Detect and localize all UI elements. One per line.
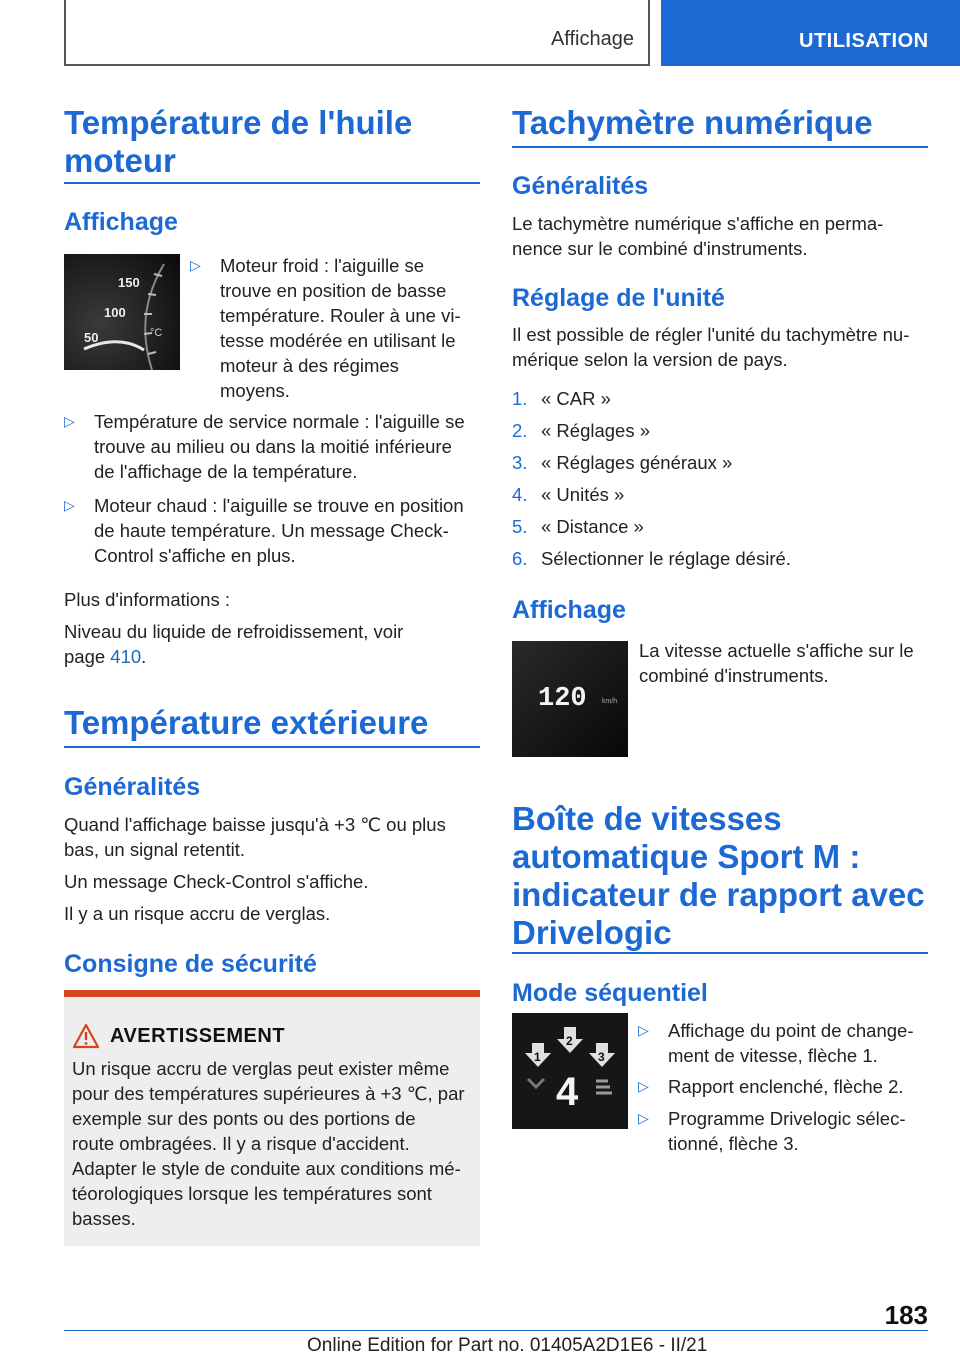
triangle-bullet-icon: ▷ — [64, 497, 75, 513]
heading-rule — [512, 146, 928, 148]
bullet-line: température. Rouler à une vi- — [220, 305, 461, 326]
warning-line: pour des températures supérieures à +3 ℃, par — [72, 1083, 465, 1104]
step-number: 3. — [512, 452, 528, 473]
bullet-line: Control s'affiche en plus. — [94, 545, 296, 566]
heading-rule — [512, 952, 928, 954]
warning-line: téorologiques lorsque les températures sont — [72, 1183, 432, 1204]
heading-oil-line2: moteur — [64, 142, 176, 179]
outside-temp-text — [64, 812, 446, 862]
triangle-bullet-icon: ▷ — [638, 1078, 649, 1094]
step-text: « Réglages » — [541, 420, 651, 441]
gauge-unit-label: °C — [150, 327, 163, 339]
gauge-label-100: 100 — [104, 305, 126, 320]
bullet-line: Rapport enclenché, flèche 2. — [668, 1076, 904, 1097]
step-text: « Distance » — [541, 516, 644, 537]
step-number: 5. — [512, 516, 528, 537]
warning-line: Un risque accru de verglas peut exister même — [72, 1058, 450, 1079]
step-number: 2. — [512, 420, 528, 441]
bullet-line: ment de vitesse, flèche 1. — [668, 1045, 878, 1066]
heading-sport-transmission — [512, 800, 925, 952]
warning-line: exemple sur des ponts ou des portions de — [72, 1108, 416, 1129]
reference-page-prefix: page — [64, 646, 111, 667]
ice-risk-text: Il y a un risque accru de verglas. — [64, 903, 331, 924]
page-number: 183 — [884, 1300, 928, 1330]
bullet-line: de haute température. Un message Check- — [94, 520, 449, 541]
step-text: « Réglages généraux » — [541, 452, 733, 473]
bullet-line: tesse modérée en utilisant le — [220, 330, 456, 351]
triangle-bullet-icon: ▷ — [638, 1110, 649, 1126]
footer-rule — [64, 1330, 928, 1331]
speed-value: 120 — [538, 684, 587, 714]
unit-setting-text — [512, 322, 909, 372]
arrow-label-3: 3 — [598, 1050, 605, 1064]
bullet-line: moyens. — [220, 380, 290, 401]
bullet-line: trouve au milieu ou dans la moitié inférieure — [94, 436, 452, 457]
warning-line: Adapter le style de conduite aux conditions mé- — [72, 1158, 461, 1179]
bullet-line: de l'affichage de la température. — [94, 461, 358, 482]
header-chapter-tab: UTILISATION — [661, 0, 960, 66]
reference-suffix: . — [141, 646, 147, 667]
heading-outside-temperature: Température extérieure — [64, 704, 429, 741]
reference-text: Niveau du liquide de refroidissement, voir — [64, 621, 404, 642]
digital-speed-image — [512, 641, 628, 757]
heading-line: automatique Sport M : — [512, 838, 861, 875]
subheading-safety: Consigne de sécurité — [64, 950, 317, 978]
edition-line: Online Edition for Part no. 01405A2D1E6 - II/21 — [307, 1335, 708, 1356]
text-line: La vitesse actuelle s'affiche sur le — [639, 640, 914, 661]
heading-rule — [64, 182, 480, 184]
bullet-line: Moteur froid : l'aiguille se — [220, 255, 425, 276]
triangle-bullet-icon: ▷ — [638, 1022, 649, 1038]
display-description — [639, 638, 914, 688]
bullet-line: Moteur chaud : l'aiguille se trouve en position — [94, 495, 464, 516]
header-section-box — [64, 0, 650, 66]
warning-triangle-icon — [72, 1023, 100, 1049]
subheading-unit-setting: Réglage de l'unité — [512, 284, 725, 312]
step-text: Sélectionner le réglage désiré. — [541, 548, 791, 569]
warning-box — [64, 990, 480, 1246]
warning-line: route ombragées. Il y a risque d'accident. — [72, 1133, 410, 1154]
heading-line: Drivelogic — [512, 914, 672, 951]
bullet-line: tionné, flèche 3. — [668, 1133, 799, 1154]
heading-oil-line1: Température de l'huile — [64, 104, 413, 141]
step-text: « CAR » — [541, 388, 611, 409]
arrow-label-2: 2 — [566, 1034, 573, 1048]
bullet-line: Affichage du point de change- — [668, 1020, 914, 1041]
speedometer-general-text — [512, 211, 883, 261]
gauge-label-50: 50 — [84, 330, 99, 345]
warning-title: AVERTISSEMENT — [110, 1025, 286, 1047]
gauge-label-150: 150 — [118, 275, 140, 290]
text-line: Le tachymètre numérique s'affiche en perma- — [512, 213, 884, 234]
warning-line: basses. — [72, 1208, 136, 1229]
triangle-bullet-icon: ▷ — [190, 257, 201, 273]
text-line: combiné d'instruments. — [639, 665, 829, 686]
header-section-title: Affichage — [550, 28, 634, 50]
heading-oil-temperature — [64, 104, 412, 180]
speed-unit: km/h — [602, 698, 618, 705]
text-line: mérique selon la version de pays. — [512, 349, 788, 370]
check-control-text: Un message Check-Control s'affiche. — [64, 871, 369, 892]
warning-text — [72, 1056, 478, 1231]
arrow-label-1: 1 — [534, 1050, 541, 1064]
subheading-display-right: Affichage — [512, 596, 626, 624]
bullet-line: Programme Drivelogic sélec- — [668, 1108, 906, 1129]
text-line: bas, un signal retentit. — [64, 839, 245, 860]
heading-line: Boîte de vitesses — [512, 800, 782, 837]
text-line: nence sur le combiné d'instruments. — [512, 238, 808, 259]
heading-rule — [64, 746, 480, 748]
gear-indicator-image — [512, 1013, 628, 1129]
heading-digital-speedometer: Tachymètre numérique — [512, 104, 873, 141]
heading-line: indicateur de rapport avec — [512, 876, 925, 913]
subheading-general-right: Généralités — [512, 172, 649, 200]
reference-line — [64, 619, 403, 669]
gear-value: 4 — [556, 1070, 579, 1114]
step-number: 1. — [512, 388, 528, 409]
step-text: « Unités » — [541, 484, 625, 505]
step-number: 4. — [512, 484, 528, 505]
bullet-line: moteur à des régimes — [220, 355, 399, 376]
triangle-bullet-icon: ▷ — [64, 413, 75, 429]
oil-gauge-image — [64, 254, 180, 370]
bullet-line: trouve en position de basse — [220, 280, 447, 301]
subheading-oil-display: Affichage — [64, 208, 178, 236]
subheading-sequential-mode: Mode séquentiel — [512, 979, 708, 1007]
step-number: 6. — [512, 548, 528, 569]
text-line: Quand l'affichage baisse jusqu'à +3 ℃ ou plus — [64, 814, 446, 835]
subheading-general-left: Généralités — [64, 773, 201, 801]
reference-page-link[interactable]: 410 — [110, 646, 142, 667]
text-line: Il est possible de régler l'unité du tachymètre nu- — [512, 324, 910, 345]
bullet-line: Température de service normale : l'aiguille se — [94, 411, 465, 432]
more-info-label: Plus d'informations : — [64, 589, 230, 610]
